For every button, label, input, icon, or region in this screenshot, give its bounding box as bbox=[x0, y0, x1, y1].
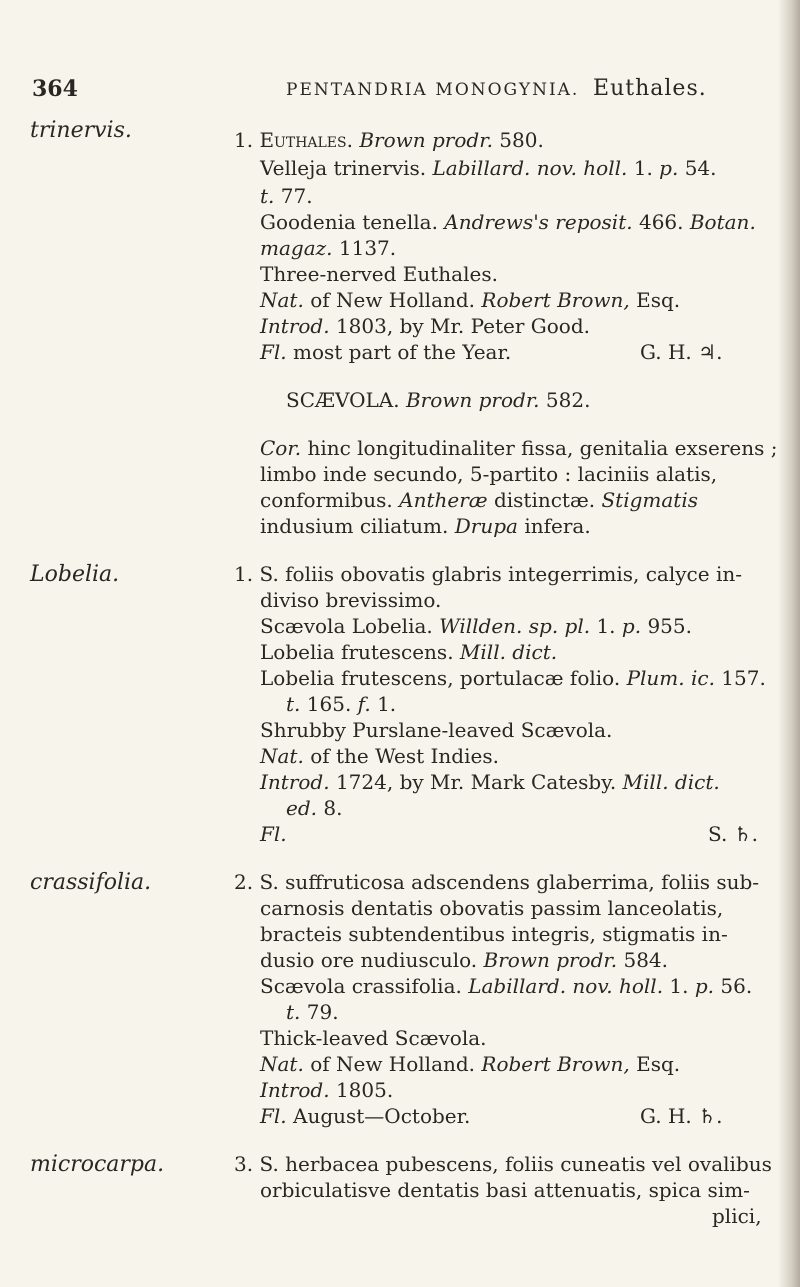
entry1-syn1-vol: 1. bbox=[633, 156, 653, 180]
entry3-nat-esq: Esq. bbox=[636, 1052, 681, 1076]
entry1-syn1-ref: Labillard. nov. holl. bbox=[432, 156, 628, 180]
entry1-syn1-page: 54. bbox=[684, 156, 717, 180]
entry2-ed bbox=[286, 796, 342, 820]
page-number: 364 bbox=[32, 76, 78, 102]
entry2-s4c: f. bbox=[357, 692, 371, 716]
genus-l3d: Stigmatis bbox=[601, 488, 699, 512]
genus-cor-label: Cor. bbox=[260, 436, 302, 460]
entry1-nat bbox=[260, 288, 680, 312]
entry2-s3c: 157. bbox=[721, 666, 766, 690]
entry2-line1 bbox=[234, 562, 742, 586]
genus-ref: Brown prodr. bbox=[405, 388, 540, 412]
entry3-l1: S. suffruticosa adscendens glaberrima, foliis sub- bbox=[259, 870, 760, 894]
entry1-fl bbox=[260, 340, 511, 364]
entry3-s2b: 79. bbox=[306, 1000, 339, 1024]
entry3-s1a: Scævola crassifolia. bbox=[260, 974, 462, 998]
entry4-number: 3. bbox=[234, 1152, 254, 1176]
genus-l3c: distinctæ. bbox=[493, 488, 596, 512]
entry3-nat-person: Robert Brown, bbox=[481, 1052, 630, 1076]
entry2-s1d: p. bbox=[621, 614, 642, 638]
entry3-line4 bbox=[260, 948, 668, 972]
entry1-syn1-name: Velleja trinervis. bbox=[260, 156, 427, 180]
entry1-syn2-magaz: magaz. bbox=[260, 236, 333, 260]
entry3-s1b: Labillard. nov. holl. bbox=[468, 974, 664, 998]
entry1-nat-person: Robert Brown, bbox=[481, 288, 630, 312]
entry1-syn2 bbox=[260, 210, 756, 234]
entry3-nat bbox=[260, 1052, 680, 1076]
entry1-line1 bbox=[234, 128, 544, 152]
margin-name-crassifolia: crassifolia. bbox=[30, 870, 152, 895]
entry2-house: S. ♄. bbox=[708, 822, 758, 846]
running-title bbox=[286, 76, 707, 101]
entry1-syn1-tnum: 77. bbox=[280, 184, 313, 208]
entry2-number: 1. bbox=[234, 562, 254, 586]
entry1-syn2-botan: Botan. bbox=[689, 210, 756, 234]
entry1-fl-text: most part of the Year. bbox=[293, 340, 512, 364]
entry2-syn3 bbox=[260, 666, 766, 690]
entry1-nat-esq: Esq. bbox=[636, 288, 681, 312]
entry4-l1: S. herbacea pubescens, foliis cuneatis vel ovalibus bbox=[259, 1152, 772, 1176]
entry1-introd-label: Introd. bbox=[260, 314, 330, 338]
entry3-number: 2. bbox=[234, 870, 254, 894]
entry2-s3a: Lobelia frutescens, portulacæ folio. bbox=[260, 666, 621, 690]
entry2-s1e: 955. bbox=[647, 614, 692, 638]
entry3-common: Thick-leaved Scævola. bbox=[260, 1026, 487, 1050]
entry2-nat-text: of the West Indies. bbox=[310, 744, 499, 768]
entry2-fl bbox=[260, 822, 287, 846]
genus-l3a: conformibus. bbox=[260, 488, 393, 512]
entry2-syn2 bbox=[260, 640, 557, 664]
entry1-number: 1. bbox=[234, 128, 254, 152]
entry3-introd-text: 1805. bbox=[335, 1078, 394, 1102]
margin-name-trinervis: trinervis. bbox=[30, 118, 132, 143]
entry3-introd-label: Introd. bbox=[260, 1078, 330, 1102]
entry3-nat-label: Nat. bbox=[260, 1052, 304, 1076]
entry1-house: G. H. ♃. bbox=[640, 340, 723, 364]
entry1-fl-label: Fl. bbox=[260, 340, 287, 364]
entry2-s1a: Scævola Lobelia. bbox=[260, 614, 433, 638]
entry2-syn3-plate bbox=[286, 692, 396, 716]
entry2-line2: diviso brevissimo. bbox=[260, 588, 442, 612]
genus-l3b: Antheræ bbox=[399, 488, 488, 512]
entry2-fl-label: Fl. bbox=[260, 822, 287, 846]
entry2-s2b: Mill. dict. bbox=[459, 640, 558, 664]
entry1-introd-text: 1803, by Mr. Peter Good. bbox=[335, 314, 590, 338]
entry3-fl-label: Fl. bbox=[260, 1104, 287, 1128]
entry2-introd-text: 1724, by Mr. Mark Catesby. bbox=[335, 770, 617, 794]
entry2-nat bbox=[260, 744, 499, 768]
entry3-s1e: 56. bbox=[720, 974, 753, 998]
genus-l4a: indusium ciliatum. bbox=[260, 514, 449, 538]
genus-line3 bbox=[260, 488, 698, 512]
entry3-house: G. H. ♄. bbox=[640, 1104, 723, 1128]
margin-name-lobelia: Lobelia. bbox=[30, 562, 120, 587]
entry1-name: Euthales. bbox=[259, 128, 353, 152]
entry3-fl bbox=[260, 1104, 470, 1128]
entry1-syn2-ref: Andrews's reposit. bbox=[444, 210, 633, 234]
genus-heading bbox=[286, 388, 590, 412]
entry1-syn1 bbox=[260, 156, 717, 180]
entry1-syn2-name: Goodenia tenella. bbox=[260, 210, 438, 234]
running-class: PENTANDRIA bbox=[286, 80, 428, 100]
entry3-fl-text: August—October. bbox=[293, 1104, 471, 1128]
entry1-syn1-plate bbox=[260, 184, 313, 208]
entry1-syn2-magaz-num: 1137. bbox=[338, 236, 397, 260]
entry3-syn1-plate bbox=[286, 1000, 339, 1024]
entry2-common: Shrubby Purslane-leaved Scævola. bbox=[260, 718, 613, 742]
entry2-introd-ref: Mill. dict. bbox=[622, 770, 720, 794]
entry2-ed-label: ed. bbox=[286, 796, 317, 820]
entry4-line1 bbox=[234, 1152, 772, 1176]
entry1-syn1-t: t. bbox=[260, 184, 275, 208]
entry2-introd bbox=[260, 770, 720, 794]
entry3-line3: bracteis subtendentibus integris, stigmatis in- bbox=[260, 922, 728, 946]
genus-l4c: infera. bbox=[524, 514, 591, 538]
entry3-nat-text: of New Holland. bbox=[310, 1052, 476, 1076]
entry3-line2: carnosis dentatis obovatis passim lanceolatis, bbox=[260, 896, 724, 920]
running-header bbox=[0, 76, 800, 106]
entry1-common: Three-nerved Euthales. bbox=[260, 262, 498, 286]
entry1-ref: Brown prodr. bbox=[359, 128, 493, 152]
entry2-s2a: Lobelia frutescens. bbox=[260, 640, 454, 664]
entry1-nat-text: of New Holland. bbox=[310, 288, 476, 312]
entry4-line2: orbiculatisve dentatis basi attenuatis, spica sim- bbox=[260, 1178, 750, 1202]
genus-name: SCÆVOLA. bbox=[286, 388, 400, 412]
entry1-syn2-b bbox=[260, 236, 396, 260]
margin-name-microcarpa: microcarpa. bbox=[30, 1152, 165, 1177]
entry2-s1b: Willden. sp. pl. bbox=[439, 614, 591, 638]
entry3-introd bbox=[260, 1078, 393, 1102]
entry4-line3: plici, bbox=[712, 1204, 762, 1228]
entry1-ref-page: 580. bbox=[499, 128, 544, 152]
running-genus: Euthales. bbox=[593, 76, 707, 101]
genus-l1: hinc longitudinaliter fissa, genitalia exserens ; bbox=[307, 436, 778, 460]
entry3-l4b: Brown prodr. bbox=[483, 948, 618, 972]
entry3-s1c: 1. bbox=[669, 974, 689, 998]
entry2-ed-num: 8. bbox=[323, 796, 343, 820]
entry1-nat-label: Nat. bbox=[260, 288, 304, 312]
entry2-s3b: Plum. ic. bbox=[626, 666, 715, 690]
genus-line4 bbox=[260, 514, 591, 538]
entry2-s1c: 1. bbox=[596, 614, 616, 638]
entry1-introd bbox=[260, 314, 590, 338]
entry3-syn1 bbox=[260, 974, 752, 998]
entry3-s2a: t. bbox=[286, 1000, 301, 1024]
entry2-s4d: 1. bbox=[377, 692, 397, 716]
entry3-l4c: 584. bbox=[623, 948, 669, 972]
genus-ref-page: 582. bbox=[545, 388, 591, 412]
entry1-syn1-p: p. bbox=[659, 156, 679, 180]
genus-line2: limbo inde secundo, 5-partito : laciniis alatis, bbox=[260, 462, 718, 486]
page-gutter-shadow bbox=[778, 0, 800, 1287]
entry3-l4a: dusio ore nudiusculo. bbox=[260, 948, 478, 972]
entry2-nat-label: Nat. bbox=[260, 744, 304, 768]
entry1-syn2-num: 466. bbox=[638, 210, 684, 234]
entry2-introd-label: Introd. bbox=[260, 770, 330, 794]
entry2-s4b: 165. bbox=[306, 692, 352, 716]
genus-l4b: Drupa bbox=[454, 514, 518, 538]
entry2-syn1 bbox=[260, 614, 692, 638]
genus-line1 bbox=[260, 436, 778, 460]
entry2-s4a: t. bbox=[286, 692, 301, 716]
running-order: MONOGYNIA. bbox=[435, 80, 580, 100]
entry3-line1 bbox=[234, 870, 759, 894]
entry3-s1d: p. bbox=[694, 974, 715, 998]
entry2-l1: S. foliis obovatis glabris integerrimis, calyce in- bbox=[259, 562, 742, 586]
